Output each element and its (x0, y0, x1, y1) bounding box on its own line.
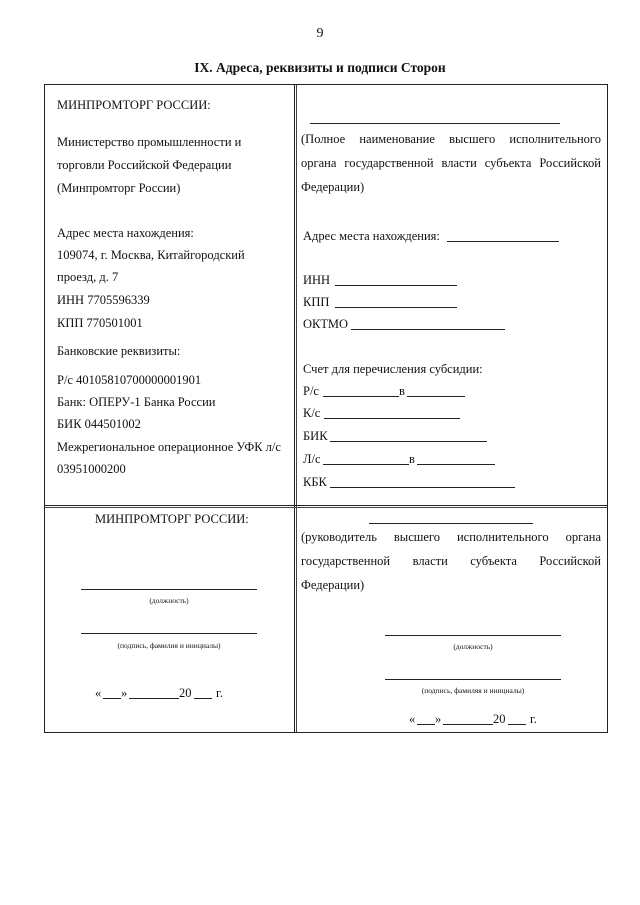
right-signature-line (385, 679, 561, 680)
subsidy-account-label: Счет для перечисления субсидии: (303, 362, 483, 376)
minpromtorg-short-title: МИНПРОМТОРГ РОССИИ: (57, 98, 211, 112)
address-label: Адрес места нахождения: (57, 226, 194, 240)
left-year-blank (194, 698, 212, 699)
kbk-blank (330, 487, 515, 488)
column-divider (294, 85, 295, 732)
left-signature-line (81, 633, 257, 634)
right-position-line (385, 635, 561, 636)
inn-value: ИНН 7705596339 (57, 293, 150, 307)
bank-details-label: Банковские реквизиты: (57, 344, 181, 358)
column-divider-inner (296, 85, 297, 732)
row-divider-inner (45, 507, 607, 508)
left-date-open-quote: « (95, 686, 102, 700)
oktmo-blank (351, 329, 505, 330)
right-address-label: Адрес места нахождения: (303, 229, 440, 243)
right-day-blank (417, 724, 435, 725)
bik-value: БИК 044501002 (57, 417, 141, 431)
left-year-prefix: 20 (179, 686, 192, 700)
kpp-label: КПП (303, 295, 330, 309)
ufk-line-1: Межрегиональное операционное УФК л/с (57, 440, 281, 454)
org-full-name-line-3: (Минпромторг России) (57, 181, 181, 195)
right-signature-caption: (подпись, фамиляя и инициалы) (421, 686, 525, 695)
ks-label: К/с (303, 406, 321, 420)
ls-bank-blank (417, 464, 495, 465)
bank-name: Банк: ОПЕРУ-1 Банка России (57, 395, 216, 409)
inn-blank (335, 285, 457, 286)
right-date-close-quote: » (435, 712, 442, 726)
kbk-label: КБК (303, 475, 327, 489)
org-full-name-line-2: торговли Российской Федерации (57, 158, 232, 172)
left-position-caption: (должность) (149, 596, 189, 605)
bik-blank (330, 441, 487, 442)
left-position-line (81, 589, 257, 590)
org-name-blank-line (310, 123, 560, 124)
address-blank (447, 241, 559, 242)
org-full-name-line-1: Министерство промышленности и (57, 135, 242, 149)
page-number: 9 (316, 26, 324, 41)
right-month-blank (443, 724, 493, 725)
inn-label: ИНН (303, 273, 331, 287)
signature-left-title: МИНПРОМТОРГ РОССИИ: (95, 512, 249, 526)
rs-bank-blank (407, 396, 465, 397)
rs-label: Р/с (303, 384, 319, 398)
ufk-line-2: 03951000200 (57, 462, 126, 476)
kpp-value: КПП 770501001 (57, 316, 143, 330)
oktmo-label: ОКТМО (303, 317, 348, 331)
right-date-open-quote: « (409, 712, 416, 726)
left-day-blank (103, 698, 121, 699)
section-heading: IX. Адреса, реквизиты и подписи Сторон (194, 60, 446, 75)
ls-blank (323, 464, 409, 465)
bik-label: БИК (303, 429, 328, 443)
rs-in-word: в (399, 384, 405, 398)
ls-label: Л/с (303, 452, 321, 466)
left-date-close-quote: » (121, 686, 128, 700)
rs-blank (323, 396, 399, 397)
address-line-2: проезд, д. 7 (57, 270, 119, 284)
right-org-blank-line (369, 523, 533, 524)
left-signature-caption: (подпись, фамилия и инициалы) (117, 641, 221, 650)
right-position-caption: (должность) (453, 642, 493, 651)
left-month-blank (129, 698, 179, 699)
address-line-1: 109074, г. Москва, Китайгородский (57, 248, 245, 262)
parties-requisites-table (44, 84, 608, 733)
right-year-suffix: г. (530, 712, 537, 726)
right-year-blank (508, 724, 526, 725)
ks-blank (324, 418, 460, 419)
settlement-account: Р/с 40105810700000001901 (57, 373, 202, 387)
org-name-caption: (Полное наименование высшего исполнительного органа государственной власти субъекта Российской Федерации) (301, 132, 601, 194)
right-head-caption: (руководитель высшего исполнительного органа государственной власти субъекта Российской Федерации) (301, 530, 601, 592)
right-year-prefix: 20 (493, 712, 506, 726)
ls-in-word: в (409, 452, 415, 466)
kpp-blank (335, 307, 457, 308)
row-divider (45, 505, 607, 506)
left-year-suffix: г. (216, 686, 223, 700)
